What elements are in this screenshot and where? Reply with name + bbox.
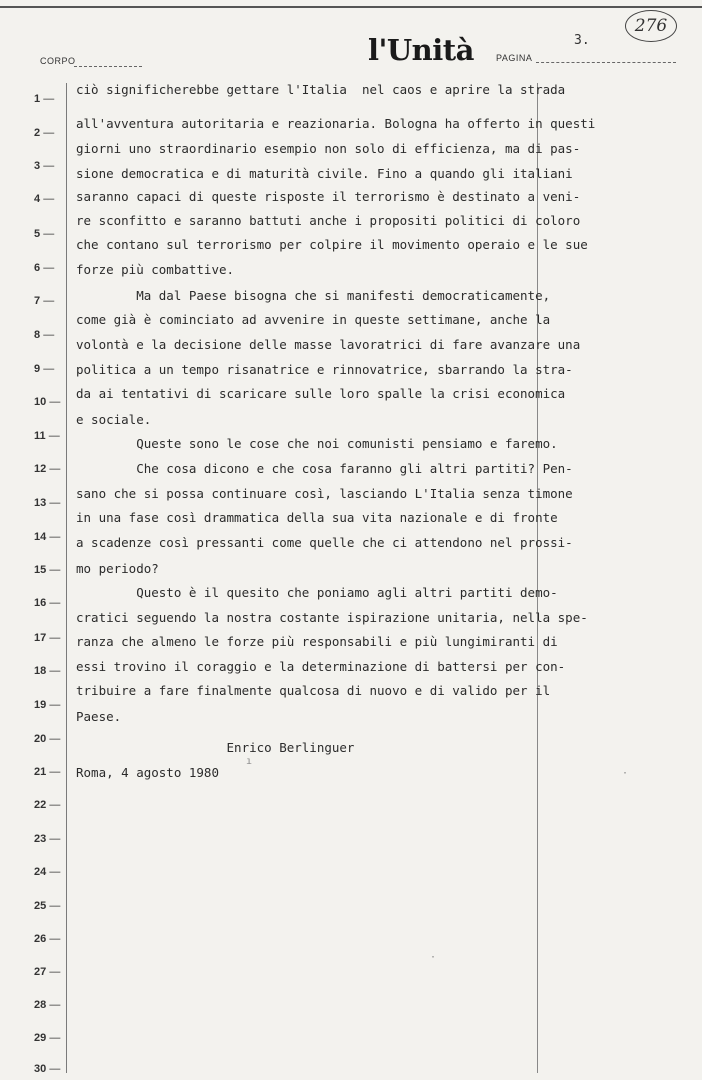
text-line: Queste sono le cose che noi comunisti pensiamo e faremo. bbox=[76, 436, 558, 451]
line-number: 12 — bbox=[34, 463, 61, 475]
line-number: 20 — bbox=[34, 733, 61, 745]
line-number: 27 — bbox=[34, 966, 61, 978]
text-line: in una fase così drammatica della sua vita nazionale e di fronte bbox=[76, 510, 558, 525]
text-line: che contano sul terrorismo per colpire il movimento operaio e le sue bbox=[76, 237, 588, 252]
signature-line: Enrico Berlinguer bbox=[76, 740, 355, 755]
line-number: 21 — bbox=[34, 766, 61, 778]
line-number: 29 — bbox=[34, 1032, 61, 1044]
line-number: 2 — bbox=[34, 127, 55, 139]
top-rule bbox=[0, 6, 702, 8]
text-line: re sconfitto e saranno battuti anche i propositi politici di coloro bbox=[76, 213, 581, 228]
text-line: da ai tentativi di scaricare sulle loro spalle la crisi economica bbox=[76, 386, 566, 401]
line-number: 9 — bbox=[34, 363, 55, 375]
scan-speck: · bbox=[622, 768, 629, 779]
text-line: ciò significherebbe gettare l'Italia nel caos e aprire la strada bbox=[76, 82, 566, 97]
line-number: 18 — bbox=[34, 665, 61, 677]
line-number: 4 — bbox=[34, 193, 55, 205]
date-line: Roma, 4 agosto 1980 bbox=[76, 765, 219, 780]
line-number: 5 — bbox=[34, 228, 55, 240]
text-line: e sociale. bbox=[76, 412, 152, 427]
text-line: forze più combattive. bbox=[76, 262, 235, 277]
text-line: cratici seguendo la nostra costante ispirazione unitaria, nella spe- bbox=[76, 610, 588, 625]
text-line: giorni uno straordinario esempio non solo di efficienza, ma di pas- bbox=[76, 141, 581, 156]
text-line: Questo è il quesito che poniamo agli altri partiti demo- bbox=[76, 585, 558, 600]
text-line: sano che si possa continuare così, lasciando L'Italia senza timone bbox=[76, 486, 573, 501]
right-margin-rule bbox=[537, 83, 538, 1073]
archive-stamp: 276 bbox=[625, 10, 677, 42]
line-number: 19 — bbox=[34, 699, 61, 711]
line-number: 25 — bbox=[34, 900, 61, 912]
line-number: 26 — bbox=[34, 933, 61, 945]
line-number: 17 — bbox=[34, 632, 61, 644]
line-number: 14 — bbox=[34, 531, 61, 543]
text-line: a scadenze così pressanti come quelle che ci attendono nel prossi- bbox=[76, 535, 573, 550]
line-number: 13 — bbox=[34, 497, 61, 509]
text-line: come già è cominciato ad avvenire in queste settimane, anche la bbox=[76, 312, 551, 327]
text-line: Che cosa dicono e che cosa faranno gli altri partiti? Pen- bbox=[76, 461, 573, 476]
pagina-label: PAGINA bbox=[496, 53, 533, 63]
text-line: ranza che almeno le forze più responsabili e più lungimiranti di bbox=[76, 634, 558, 649]
masthead: l'Unità bbox=[368, 33, 474, 67]
line-number: 24 — bbox=[34, 866, 61, 878]
page-number: 3. bbox=[574, 33, 590, 48]
line-number: 23 — bbox=[34, 833, 61, 845]
text-line: tribuire a fare finalmente qualcosa di nuovo e di valido per il bbox=[76, 683, 551, 698]
line-number: 6 — bbox=[34, 262, 55, 274]
text-line: Ma dal Paese bisogna che si manifesti democraticamente, bbox=[76, 288, 551, 303]
line-number: 3 — bbox=[34, 160, 55, 172]
line-number: 30 — bbox=[34, 1063, 61, 1075]
corpo-field bbox=[74, 66, 142, 67]
scan-speck: ı bbox=[246, 756, 253, 767]
line-number: 16 — bbox=[34, 597, 61, 609]
text-line: all'avventura autoritaria e reazionaria. Bologna ha offerto in questi bbox=[76, 116, 596, 131]
line-number: 7 — bbox=[34, 295, 55, 307]
text-line: saranno capaci di queste risposte il terrorismo è destinato a veni- bbox=[76, 189, 581, 204]
line-number: 10 — bbox=[34, 396, 61, 408]
text-line: mo periodo? bbox=[76, 561, 159, 576]
text-line: politica a un tempo risanatrice e rinnovatrice, sbarrando la stra- bbox=[76, 362, 573, 377]
text-line: volontà e la decisione delle masse lavoratrici di fare avanzare una bbox=[76, 337, 581, 352]
line-number: 1 — bbox=[34, 93, 55, 105]
line-number: 8 — bbox=[34, 329, 55, 341]
text-line: essi trovino il coraggio e la determinazione di battersi per con- bbox=[76, 659, 566, 674]
text-line: sione democratica e di maturità civile. Fino a quando gli italiani bbox=[76, 166, 573, 181]
corpo-label: CORPO bbox=[40, 56, 76, 66]
line-number: 22 — bbox=[34, 799, 61, 811]
pagina-field bbox=[536, 62, 676, 63]
line-number: 28 — bbox=[34, 999, 61, 1011]
scan-speck: · bbox=[430, 952, 437, 963]
line-number: 11 — bbox=[34, 430, 60, 442]
text-line: Paese. bbox=[76, 709, 122, 724]
line-number: 15 — bbox=[34, 564, 61, 576]
